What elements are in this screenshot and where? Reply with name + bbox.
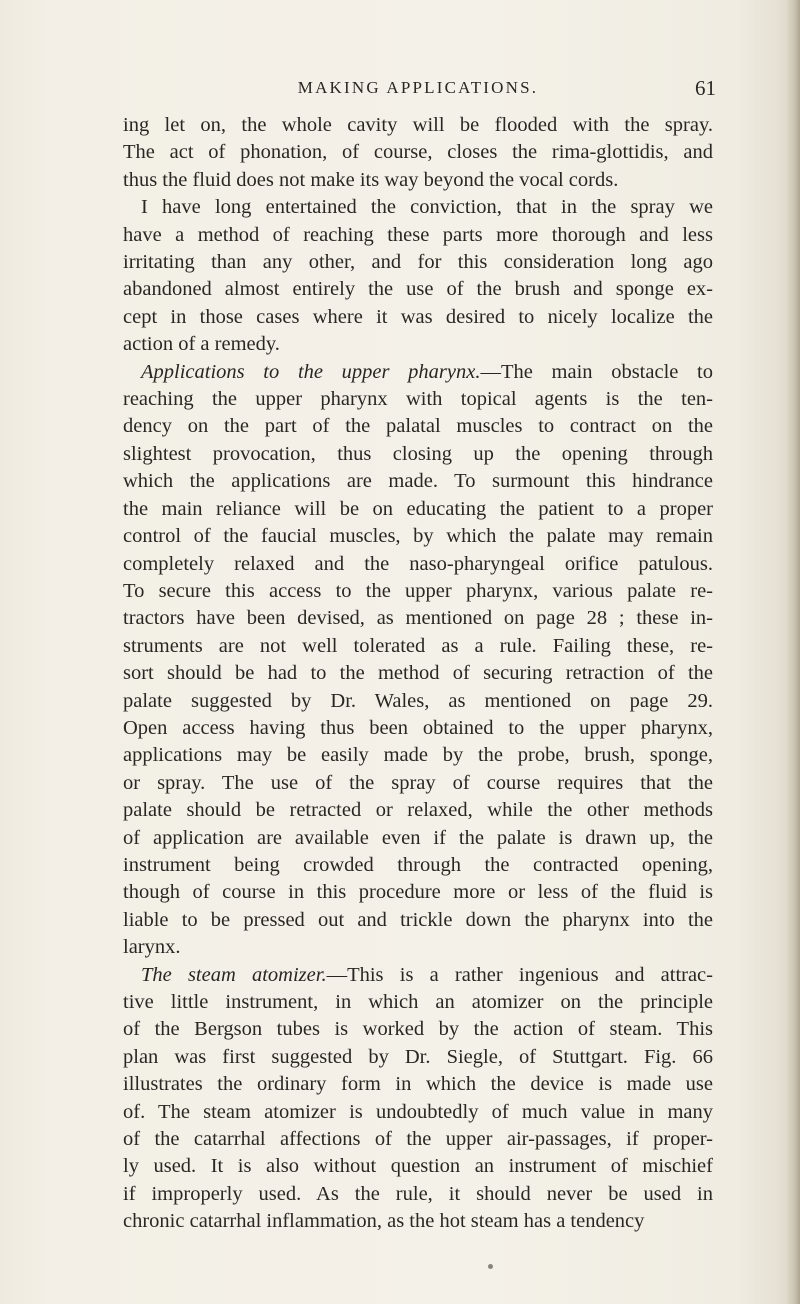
text-line: larynx. — [123, 936, 181, 959]
text-line: irritating than any other, and for this consideration long ago — [123, 251, 713, 274]
text-line: completely relaxed and the naso-pharyngeal orifice patulous. — [123, 552, 713, 575]
text-line-tail: —The main obstacle to — [480, 360, 713, 383]
text-line: palate should be retracted or relaxed, while the other methods — [123, 799, 713, 822]
text-line: the main reliance will be on educating the patient to a proper — [123, 497, 713, 520]
text-line: ing let on, the whole cavity will be flooded with the spray. — [123, 114, 713, 136]
page-header — [120, 76, 716, 106]
text-line: Open access having thus been obtained to the upper pharynx, — [123, 716, 713, 739]
text-line: chronic catarrhal inflammation, as the hot steam has a tendency — [123, 1210, 645, 1233]
ink-speck — [488, 1264, 493, 1269]
heading-line — [123, 962, 713, 989]
page-edge-shadow — [786, 0, 800, 1304]
text-line: To secure this access to the upper pharynx, various palate re- — [123, 579, 713, 602]
body-text — [123, 112, 713, 1236]
text-line: or spray. The use of the spray of course requires that the — [123, 771, 713, 794]
text-line: illustrates the ordinary form in which the device is made use — [123, 1073, 713, 1096]
running-head: MAKING APPLICATIONS. — [297, 78, 539, 97]
text-line: tractors have been devised, as mentioned on page 28 ; these in- — [123, 607, 713, 630]
text-line: abandoned almost entirely the use of the brush and sponge ex- — [123, 278, 713, 301]
text-line: have a method of reaching these parts more thorough and less — [123, 223, 713, 246]
text-line: of the catarrhal affections of the upper air-passages, if proper- — [123, 1128, 713, 1151]
text-line: though of course in this procedure more or less of the fluid is — [123, 881, 713, 904]
text-line: which the applications are made. To surmount this hindrance — [123, 470, 713, 493]
text-line: if improperly used. As the rule, it should never be used in — [123, 1182, 713, 1205]
text-line: tive little instrument, in which an atomizer on the principle — [123, 991, 713, 1013]
heading-line — [123, 359, 713, 386]
page-number: 61 — [695, 76, 716, 100]
text-line: sort should be had to the method of securing retraction of the — [123, 662, 713, 685]
text-line: The act of phonation, of course, closes the rima-glottidis, and — [123, 141, 713, 164]
text-line-tail: —This is a rather ingenious and attrac- — [326, 963, 713, 986]
text-line: liable to be pressed out and trickle down the pharynx into the — [123, 908, 713, 931]
text-line: I have long entertained the conviction, that in the spray we — [141, 196, 713, 219]
text-line: slightest provocation, thus closing up the opening through — [123, 442, 713, 465]
text-line: reaching the upper pharynx with topical agents is the ten- — [123, 388, 713, 411]
text-line: instrument being crowded through the contracted opening, — [123, 853, 713, 876]
text-line: action of a remedy. — [123, 333, 280, 356]
text-line: plan was first suggested by Dr. Siegle, of Stuttgart. Fig. 66 — [123, 1045, 713, 1068]
text-line: applications may be easily made by the probe, brush, sponge, — [123, 744, 713, 767]
text-line: dency on the part of the palatal muscles to contract on the — [123, 415, 713, 438]
text-line: cept in those cases where it was desired to nicely localize the — [123, 305, 713, 328]
section-heading-upper-pharynx: Applications to the upper pharynx. — [141, 360, 481, 383]
text-line: of application are available even if the palate is drawn up, the — [123, 826, 713, 849]
text-line: thus the fluid does not make its way beyond the vocal cords. — [123, 168, 619, 191]
section-heading-steam-atomizer: The steam atomizer. — [141, 963, 327, 986]
text-line: palate suggested by Dr. Wales, as mentioned on page 29. — [123, 689, 713, 712]
text-line: ly used. It is also without question an instrument of mischief — [123, 1155, 713, 1178]
text-line: of the Bergson tubes is worked by the action of steam. This — [123, 1018, 713, 1041]
text-line: control of the faucial muscles, by which the palate may remain — [123, 525, 713, 548]
text-line: of. The steam atomizer is undoubtedly of much value in many — [123, 1100, 713, 1123]
text-line: struments are not well tolerated as a rule. Failing these, re- — [123, 634, 713, 657]
